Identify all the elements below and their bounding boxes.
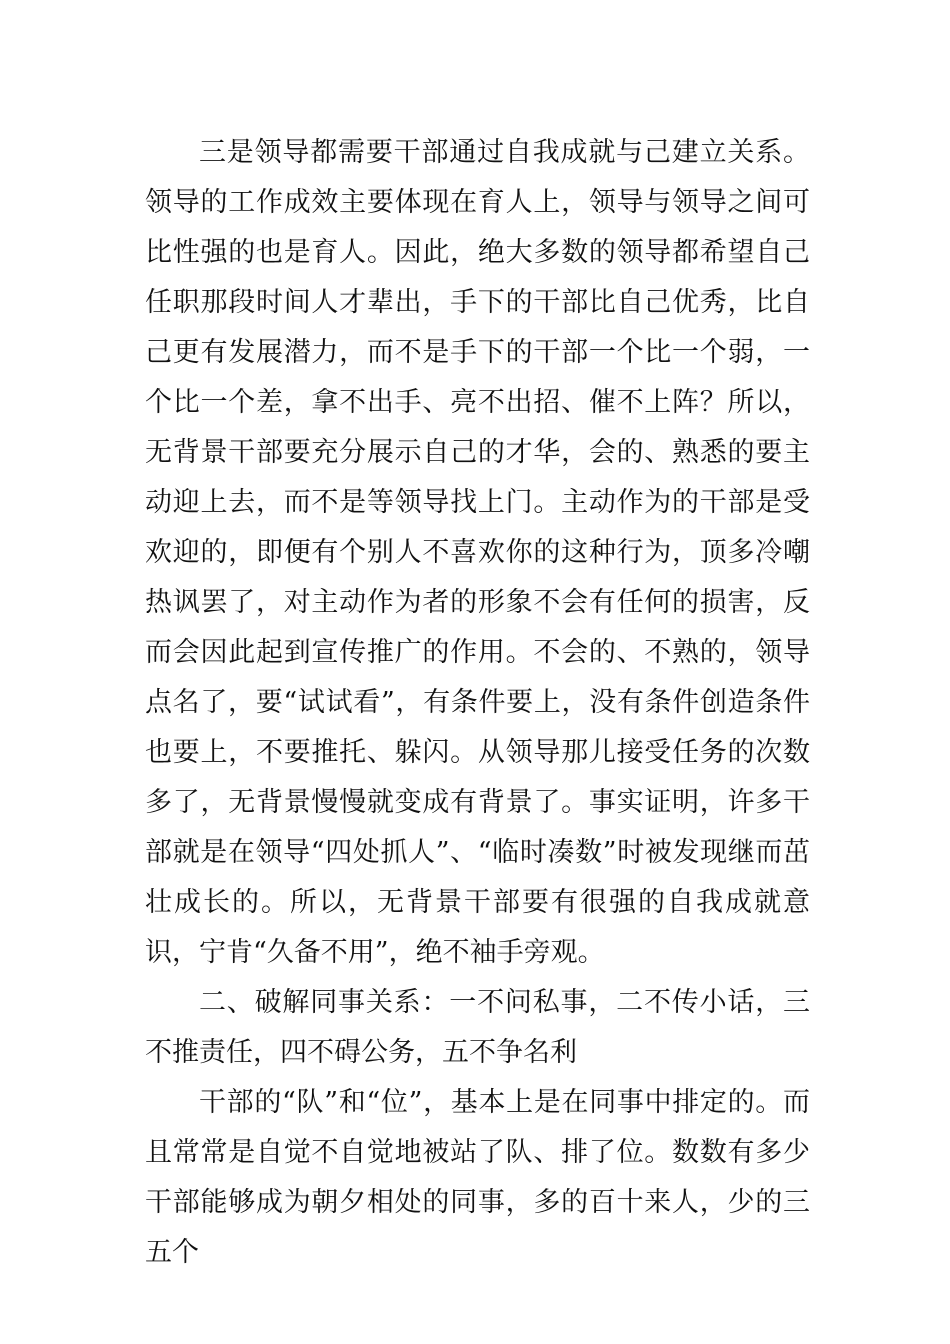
document-body — [145, 128, 810, 1278]
paragraph-colleague-ranking: 干部的“队”和“位”，基本上是在同事中排定的。而且常常是自觉不自觉地被站了队、排了位。数数有多少干部能够成为朝夕相处的同事，多的百十来人，少的三五个 — [145, 1087, 810, 1268]
paragraph-leader-self-achievement: 三是领导都需要干部通过自我成就与己建立关系。领导的工作成效主要体现在育人上，领导与领导之间可比性强的也是育人。因此，绝大多数的领导都希望自己任职那段时间人才辈出，手下的干部比自己优秀，比自己更有发展潜力，而不是手下的干部一个比一个弱，一个比一个差，拿不出手、亮不出招、催不上阵？所以，无背景干部要充分展示自己的才华，会的、熟悉的要主动迎上去，而不是等领导找上门。主动作为的干部是受欢迎的，即便有个别人不喜欢你的这种行为，顶多冷嘲热讽罢了，对主动作为者的形象不会有任何的损害，反而会因此起到宣传推广的作用。不会的、不熟的，领导点名了，要“试试看”，有条件要上，没有条件创造条件也要上，不要推托、躲闪。从领导那儿接受任务的次数多了，无背景慢慢就变成有背景了。事实证明，许多干部就是在领导“四处抓人”、“临时凑数”时被发现继而茁壮成长的。所以，无背景干部要有很强的自我成就意识，宁肯“久备不用”，绝不袖手旁观。 — [145, 137, 810, 968]
section-heading-colleague-relations: 二、破解同事关系：一不问私事，二不传小话，三不推责任，四不碍公务，五不争名利 — [145, 987, 810, 1068]
